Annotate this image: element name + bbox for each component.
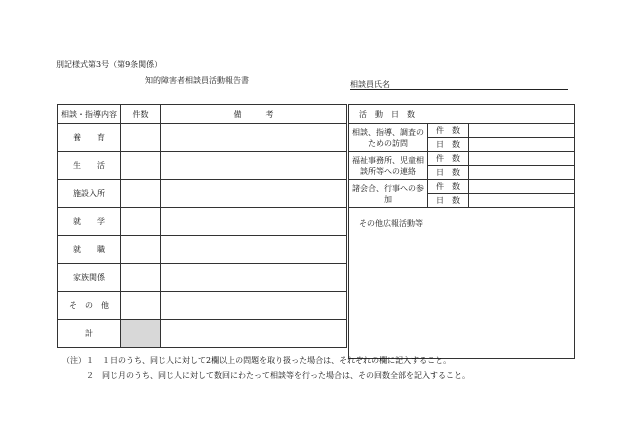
value-cell[interactable] bbox=[469, 194, 575, 208]
counselor-name-label: 相談員氏名 bbox=[350, 80, 390, 89]
sub-label-days: 日 数 bbox=[428, 138, 469, 152]
remarks-cell[interactable] bbox=[161, 180, 347, 208]
remarks-cell[interactable] bbox=[161, 292, 347, 320]
count-cell[interactable] bbox=[121, 264, 161, 292]
sub-label-days: 日 数 bbox=[428, 194, 469, 208]
counselor-name-line[interactable] bbox=[350, 89, 568, 90]
value-cell[interactable] bbox=[469, 180, 575, 194]
value-cell[interactable] bbox=[469, 138, 575, 152]
sub-label-count: 件 数 bbox=[428, 180, 469, 194]
activity-days-header: 活 動 日 数 bbox=[349, 105, 575, 124]
form-reference: 別記様式第3号（第9条関係） bbox=[56, 60, 163, 69]
total-count-cell-shaded bbox=[121, 320, 161, 348]
value-cell[interactable] bbox=[469, 166, 575, 180]
count-cell[interactable] bbox=[121, 208, 161, 236]
counseling-table bbox=[57, 104, 347, 348]
row-label-upbringing: 養 育 bbox=[58, 124, 121, 152]
group-label-visits: 相談、指導、調査のための訪問 bbox=[349, 124, 428, 152]
remarks-cell[interactable] bbox=[161, 124, 347, 152]
note-2: ２ 同じ月のうち、同じ人に対して数回にわたって相談等を行った場合は、その回数全部を記入すること。 bbox=[86, 371, 470, 380]
group-label-meetings: 諸会合、行事への参加 bbox=[349, 180, 428, 208]
count-cell[interactable] bbox=[121, 180, 161, 208]
remarks-cell[interactable] bbox=[161, 320, 347, 348]
row-label-total: 計 bbox=[58, 320, 121, 348]
count-cell[interactable] bbox=[121, 292, 161, 320]
other-pr-activities-label: その他広報活動等 bbox=[359, 219, 423, 228]
count-cell[interactable] bbox=[121, 152, 161, 180]
row-label-other: そ の 他 bbox=[58, 292, 121, 320]
sub-label-count: 件 数 bbox=[428, 124, 469, 138]
row-label-employment: 就 職 bbox=[58, 236, 121, 264]
count-cell[interactable] bbox=[121, 124, 161, 152]
value-cell[interactable] bbox=[469, 152, 575, 166]
col-header-content: 相談・指導内容 bbox=[58, 105, 121, 124]
row-label-living: 生 活 bbox=[58, 152, 121, 180]
remarks-cell[interactable] bbox=[161, 152, 347, 180]
col-header-remarks: 備 考 bbox=[161, 105, 347, 124]
sub-label-days: 日 数 bbox=[428, 166, 469, 180]
row-label-facility-admission: 施設入所 bbox=[58, 180, 121, 208]
sub-label-count: 件 数 bbox=[428, 152, 469, 166]
note-1: （注）１ １日のうち、同じ人に対して2欄以上の問題を取り扱った場合は、それぞれの欄に記入すること。 bbox=[62, 356, 452, 365]
remarks-cell[interactable] bbox=[161, 208, 347, 236]
row-label-schooling: 就 学 bbox=[58, 208, 121, 236]
count-cell[interactable] bbox=[121, 236, 161, 264]
remarks-cell[interactable] bbox=[161, 236, 347, 264]
value-cell[interactable] bbox=[469, 124, 575, 138]
col-header-count: 件数 bbox=[121, 105, 161, 124]
group-label-liaison: 福祉事務所、児童相談所等への連絡 bbox=[349, 152, 428, 180]
row-label-family: 家族関係 bbox=[58, 264, 121, 292]
report-title: 知的障害者相談員活動報告書 bbox=[145, 76, 249, 85]
other-pr-activities-cell[interactable] bbox=[349, 208, 575, 359]
remarks-cell[interactable] bbox=[161, 264, 347, 292]
activity-days-table bbox=[348, 104, 575, 359]
